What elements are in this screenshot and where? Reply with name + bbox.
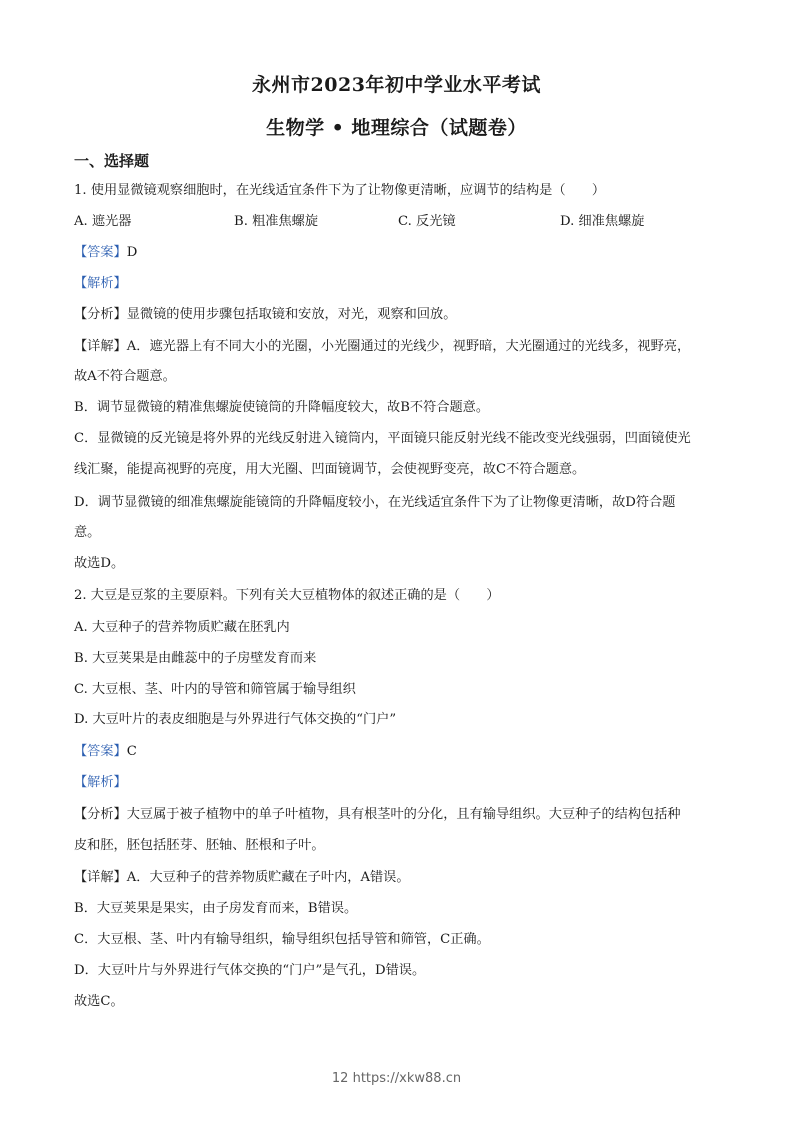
q2-conclusion: 故选C。: [74, 994, 124, 1009]
q2-option-b: B. 大豆荚果是由雌蕊中的子房壁发育而来: [74, 651, 317, 666]
q2-detail-line: 【详解】A．大豆种子的营养物质贮藏在子叶内，A错误。: [74, 870, 410, 885]
q1-detail-line: 意。: [74, 525, 101, 540]
q1-detail-line: D．调节显微镜的细准焦螺旋能镜筒的升降幅度较小，在光线适宜条件下为了让物像更清晰，故D符合题: [74, 495, 676, 510]
q1-conclusion: 故选D。: [74, 556, 125, 571]
q2-option-d: D. 大豆叶片的表皮细胞是与外界进行气体交换的“门户”: [74, 712, 397, 727]
q1-option-b: B. 粗准焦螺旋: [234, 214, 319, 229]
q1-detail-line: 线汇聚，能提高视野的亮度，用大光圈、凹面镜调节，会使视野变亮，故C不符合题意。: [74, 462, 586, 477]
answer-value: D: [126, 245, 138, 260]
question-2-stem: 2. 大豆是豆浆的主要原料。下列有关大豆植物体的叙述正确的是（ ）: [74, 588, 500, 603]
answer-tag: 【答案】: [74, 744, 127, 759]
answer-value: C: [126, 744, 137, 759]
q1-answer: [74, 244, 722, 262]
page-footer: 12 https://xkw88.cn: [331, 1071, 462, 1086]
q2-analysis-text: 皮和胚，胚包括胚芽、胚轴、胚根和子叶。: [74, 838, 325, 853]
q1-analysis-tag: 【解析】: [74, 276, 127, 291]
q1-option-a: A. 遮光器: [74, 214, 132, 229]
q1-detail-line: 【详解】A．遮光器上有不同大小的光圈，小光圈通过的光线少，视野暗，大光圈通过的光线多，视野亮，: [74, 339, 691, 354]
exam-subtitle: 生物学 • 地理综合（试题卷）: [266, 117, 527, 139]
question-1-stem: 1. 使用显微镜观察细胞时，在光线适宜条件下为了让物像更清晰，应调节的结构是（ ）: [74, 183, 606, 198]
section-heading: 一、选择题: [74, 152, 150, 170]
q1-detail-line: B．调节显微镜的精准焦螺旋使镜筒的升降幅度较大，故B不符合题意。: [74, 400, 490, 415]
q2-detail-line: D．大豆叶片与外界进行气体交换的“门户”是气孔，D错误。: [74, 963, 426, 978]
q2-answer: [74, 743, 722, 761]
answer-tag: 【答案】: [74, 245, 127, 260]
q1-analysis-text: 【分析】显微镜的使用步骤包括取镜和安放，对光，观察和回放。: [74, 307, 457, 322]
q2-detail-line: C．大豆根、茎、叶内有输导组织，输导组织包括导管和筛管，C正确。: [74, 932, 490, 947]
q2-option-c: C. 大豆根、茎、叶内的导管和筛管属于输导组织: [74, 682, 356, 697]
q2-detail-line: B．大豆荚果是果实，由子房发育而来，B错误。: [74, 901, 358, 916]
q2-analysis-tag: 【解析】: [74, 775, 127, 790]
q1-detail-line: 故A不符合题意。: [74, 369, 176, 384]
exam-title: 永州市2023年初中学业水平考试: [252, 74, 541, 96]
q1-detail-line: C．显微镜的反光镜是将外界的光线反射进入镜筒内，平面镜只能反射光线不能改变光线强弱，凹面镜使光: [74, 431, 691, 446]
q1-option-c: C. 反光镜: [398, 214, 456, 229]
q2-option-a: A. 大豆种子的营养物质贮藏在胚乳内: [74, 620, 290, 635]
q1-option-d: D. 细准焦螺旋: [560, 214, 645, 229]
q2-analysis-text: 【分析】大豆属于被子植物中的单子叶植物，具有根茎叶的分化，且有输导组织。大豆种子的结构包括种: [74, 807, 681, 822]
